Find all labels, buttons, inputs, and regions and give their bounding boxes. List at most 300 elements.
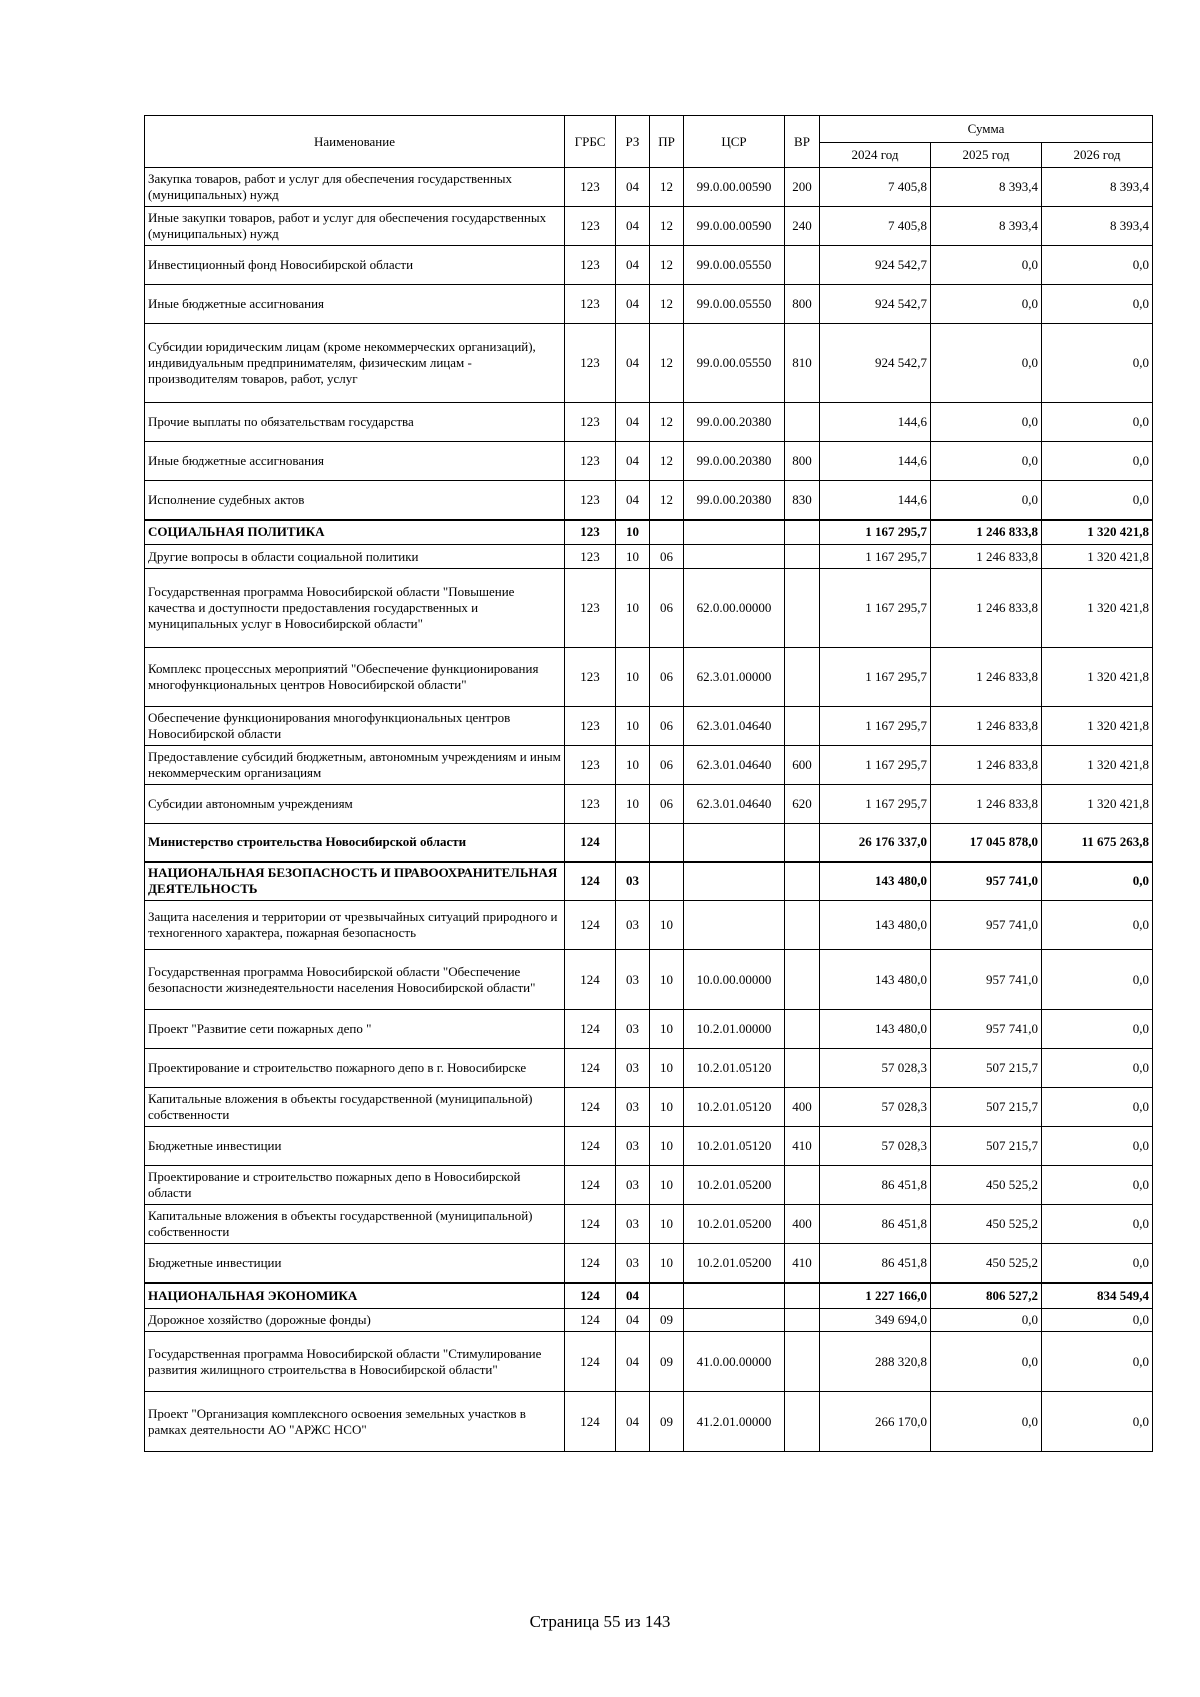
row-name: Иные бюджетные ассигнования — [145, 442, 565, 481]
row-vr: 830 — [785, 481, 820, 520]
row-name: Проектирование и строительство пожарных депо в Новосибирской области — [145, 1166, 565, 1205]
table-row — [145, 950, 1153, 1010]
row-2026: 8 393,4 — [1042, 207, 1153, 246]
row-name: Другие вопросы в области социальной политики — [145, 545, 565, 569]
row-2026: 1 320 421,8 — [1042, 785, 1153, 824]
row-csr — [684, 901, 785, 950]
row-grbs: 124 — [565, 1088, 616, 1127]
table-row — [145, 1049, 1153, 1088]
row-2025: 0,0 — [931, 481, 1042, 520]
row-pr: 06 — [650, 785, 684, 824]
row-rz: 03 — [616, 1166, 650, 1205]
row-grbs: 123 — [565, 403, 616, 442]
row-vr — [785, 520, 820, 545]
row-rz: 03 — [616, 1010, 650, 1049]
row-name: Проектирование и строительство пожарного депо в г. Новосибирске — [145, 1049, 565, 1088]
header-rz: РЗ — [616, 116, 650, 168]
row-csr — [684, 824, 785, 862]
row-rz: 04 — [616, 324, 650, 403]
row-2025: 1 246 833,8 — [931, 569, 1042, 648]
row-2025: 957 741,0 — [931, 950, 1042, 1010]
row-2025: 0,0 — [931, 442, 1042, 481]
row-2024: 288 320,8 — [820, 1332, 931, 1392]
row-2024: 86 451,8 — [820, 1244, 931, 1283]
row-csr: 62.0.00.00000 — [684, 569, 785, 648]
row-vr — [785, 1010, 820, 1049]
row-2024: 349 694,0 — [820, 1309, 931, 1332]
row-pr: 12 — [650, 285, 684, 324]
row-rz: 04 — [616, 285, 650, 324]
row-pr — [650, 862, 684, 901]
table-row — [145, 1127, 1153, 1166]
table-row — [145, 545, 1153, 569]
header-pr: ПР — [650, 116, 684, 168]
table-header — [145, 116, 1153, 168]
row-csr: 10.2.01.05120 — [684, 1127, 785, 1166]
row-vr: 200 — [785, 168, 820, 207]
row-2024: 924 542,7 — [820, 324, 931, 403]
row-grbs: 124 — [565, 1244, 616, 1283]
row-vr — [785, 1309, 820, 1332]
row-2024: 86 451,8 — [820, 1166, 931, 1205]
row-rz: 10 — [616, 545, 650, 569]
row-vr: 410 — [785, 1244, 820, 1283]
table-row — [145, 1166, 1153, 1205]
row-rz: 03 — [616, 901, 650, 950]
row-vr — [785, 1392, 820, 1452]
row-2025: 0,0 — [931, 1332, 1042, 1392]
budget-table — [144, 115, 1153, 1452]
header-sum: Сумма — [820, 116, 1153, 143]
row-rz: 04 — [616, 481, 650, 520]
row-2026: 8 393,4 — [1042, 168, 1153, 207]
header-2025: 2025 год — [931, 143, 1042, 168]
table-row — [145, 1332, 1153, 1392]
row-2026: 0,0 — [1042, 1049, 1153, 1088]
row-rz: 10 — [616, 785, 650, 824]
row-vr — [785, 1332, 820, 1392]
row-2026: 0,0 — [1042, 950, 1153, 1010]
row-2025: 957 741,0 — [931, 862, 1042, 901]
table-row — [145, 481, 1153, 520]
row-name: НАЦИОНАЛЬНАЯ ЭКОНОМИКА — [145, 1283, 565, 1309]
header-name: Наименование — [145, 116, 565, 168]
row-vr: 600 — [785, 746, 820, 785]
row-rz: 10 — [616, 707, 650, 746]
row-pr: 12 — [650, 442, 684, 481]
row-2026: 11 675 263,8 — [1042, 824, 1153, 862]
row-rz: 04 — [616, 403, 650, 442]
table-row — [145, 746, 1153, 785]
row-rz: 04 — [616, 1392, 650, 1452]
row-vr — [785, 707, 820, 746]
row-pr: 10 — [650, 1088, 684, 1127]
row-name: Бюджетные инвестиции — [145, 1244, 565, 1283]
row-name: Проект "Организация комплексного освоения земельных участков в рамках деятельности АО "АРЖС НСО" — [145, 1392, 565, 1452]
row-grbs: 124 — [565, 1283, 616, 1309]
row-grbs: 123 — [565, 324, 616, 403]
row-grbs: 124 — [565, 824, 616, 862]
row-pr: 06 — [650, 648, 684, 707]
header-2024: 2024 год — [820, 143, 931, 168]
row-name: Государственная программа Новосибирской области "Стимулирование развития жилищного строительства в Новосибирской области" — [145, 1332, 565, 1392]
row-rz: 03 — [616, 1088, 650, 1127]
row-grbs: 123 — [565, 481, 616, 520]
table-row — [145, 246, 1153, 285]
row-grbs: 124 — [565, 1010, 616, 1049]
row-grbs: 124 — [565, 1127, 616, 1166]
row-pr: 10 — [650, 1244, 684, 1283]
row-name: Проект "Развитие сети пожарных депо " — [145, 1010, 565, 1049]
row-vr — [785, 862, 820, 901]
row-rz: 03 — [616, 1127, 650, 1166]
row-2025: 1 246 833,8 — [931, 648, 1042, 707]
row-csr: 10.2.01.05200 — [684, 1244, 785, 1283]
table-row — [145, 1309, 1153, 1332]
row-rz: 04 — [616, 246, 650, 285]
row-2026: 0,0 — [1042, 1309, 1153, 1332]
row-vr — [785, 824, 820, 862]
table-row — [145, 1010, 1153, 1049]
row-rz: 03 — [616, 950, 650, 1010]
row-vr: 800 — [785, 285, 820, 324]
table-row — [145, 1244, 1153, 1283]
row-2025: 0,0 — [931, 324, 1042, 403]
row-2024: 1 167 295,7 — [820, 648, 931, 707]
row-vr — [785, 648, 820, 707]
row-grbs: 123 — [565, 285, 616, 324]
table-row — [145, 1088, 1153, 1127]
row-2026: 1 320 421,8 — [1042, 545, 1153, 569]
row-rz: 03 — [616, 1205, 650, 1244]
row-csr: 41.2.01.00000 — [684, 1392, 785, 1452]
row-2026: 0,0 — [1042, 1010, 1153, 1049]
row-rz — [616, 824, 650, 862]
header-vr: ВР — [785, 116, 820, 168]
row-pr: 10 — [650, 1010, 684, 1049]
row-2025: 507 215,7 — [931, 1088, 1042, 1127]
row-2025: 8 393,4 — [931, 168, 1042, 207]
row-grbs: 123 — [565, 785, 616, 824]
row-grbs: 124 — [565, 1309, 616, 1332]
row-2024: 143 480,0 — [820, 950, 931, 1010]
row-pr: 12 — [650, 481, 684, 520]
row-2026: 0,0 — [1042, 481, 1153, 520]
row-name: Дорожное хозяйство (дорожные фонды) — [145, 1309, 565, 1332]
row-name: Прочие выплаты по обязательствам государства — [145, 403, 565, 442]
row-grbs: 123 — [565, 168, 616, 207]
table-body — [145, 168, 1153, 1452]
row-grbs: 124 — [565, 862, 616, 901]
row-grbs: 124 — [565, 1392, 616, 1452]
row-2026: 0,0 — [1042, 1166, 1153, 1205]
table-row — [145, 648, 1153, 707]
row-2024: 143 480,0 — [820, 901, 931, 950]
table-row — [145, 901, 1153, 950]
row-csr — [684, 545, 785, 569]
row-vr: 240 — [785, 207, 820, 246]
table-row — [145, 403, 1153, 442]
row-name: Инвестиционный фонд Новосибирской области — [145, 246, 565, 285]
row-grbs: 123 — [565, 246, 616, 285]
row-grbs: 123 — [565, 545, 616, 569]
row-2026: 0,0 — [1042, 1392, 1153, 1452]
row-name: Обеспечение функционирования многофункциональных центров Новосибирской области — [145, 707, 565, 746]
header-grbs: ГРБС — [565, 116, 616, 168]
table-row — [145, 707, 1153, 746]
table-row — [145, 824, 1153, 862]
row-csr: 62.3.01.00000 — [684, 648, 785, 707]
row-pr: 10 — [650, 1127, 684, 1166]
table-row — [145, 862, 1153, 901]
row-2025: 0,0 — [931, 285, 1042, 324]
row-csr — [684, 520, 785, 545]
row-vr — [785, 403, 820, 442]
row-2024: 143 480,0 — [820, 862, 931, 901]
row-vr — [785, 545, 820, 569]
row-rz: 04 — [616, 1283, 650, 1309]
row-grbs: 124 — [565, 950, 616, 1010]
table-row — [145, 785, 1153, 824]
header-csr: ЦСР — [684, 116, 785, 168]
row-csr: 10.2.01.00000 — [684, 1010, 785, 1049]
row-name: Бюджетные инвестиции — [145, 1127, 565, 1166]
row-2024: 26 176 337,0 — [820, 824, 931, 862]
row-name: Исполнение судебных актов — [145, 481, 565, 520]
row-csr: 10.2.01.05200 — [684, 1205, 785, 1244]
row-pr: 10 — [650, 901, 684, 950]
row-csr: 10.2.01.05200 — [684, 1166, 785, 1205]
row-2025: 450 525,2 — [931, 1244, 1042, 1283]
row-pr: 12 — [650, 324, 684, 403]
row-csr — [684, 1309, 785, 1332]
row-csr: 10.2.01.05120 — [684, 1049, 785, 1088]
row-name: Субсидии юридическим лицам (кроме некоммерческих организаций), индивидуальным предпринимателям, физическим лицам - производителям товаров, работ, услуг — [145, 324, 565, 403]
row-csr: 62.3.01.04640 — [684, 707, 785, 746]
row-vr — [785, 950, 820, 1010]
row-csr: 99.0.00.20380 — [684, 403, 785, 442]
row-2024: 1 227 166,0 — [820, 1283, 931, 1309]
row-2024: 924 542,7 — [820, 285, 931, 324]
row-vr — [785, 569, 820, 648]
table-row — [145, 520, 1153, 545]
row-2026: 834 549,4 — [1042, 1283, 1153, 1309]
row-rz: 03 — [616, 1244, 650, 1283]
row-grbs: 123 — [565, 746, 616, 785]
row-2026: 1 320 421,8 — [1042, 707, 1153, 746]
row-pr: 06 — [650, 746, 684, 785]
row-rz: 03 — [616, 1049, 650, 1088]
row-2025: 1 246 833,8 — [931, 520, 1042, 545]
row-2025: 1 246 833,8 — [931, 746, 1042, 785]
table-row — [145, 285, 1153, 324]
row-grbs: 123 — [565, 442, 616, 481]
row-rz: 10 — [616, 520, 650, 545]
row-name: Капитальные вложения в объекты государственной (муниципальной) собственности — [145, 1088, 565, 1127]
row-name: Закупка товаров, работ и услуг для обеспечения государственных (муниципальных) нужд — [145, 168, 565, 207]
row-name: Субсидии автономным учреждениям — [145, 785, 565, 824]
row-2026: 1 320 421,8 — [1042, 569, 1153, 648]
row-pr: 09 — [650, 1332, 684, 1392]
table-row — [145, 1205, 1153, 1244]
row-pr: 06 — [650, 707, 684, 746]
row-csr: 99.0.00.20380 — [684, 442, 785, 481]
row-vr: 400 — [785, 1088, 820, 1127]
row-2026: 1 320 421,8 — [1042, 520, 1153, 545]
row-2025: 0,0 — [931, 1309, 1042, 1332]
row-csr: 99.0.00.05550 — [684, 324, 785, 403]
row-pr — [650, 824, 684, 862]
row-2025: 1 246 833,8 — [931, 785, 1042, 824]
row-2024: 1 167 295,7 — [820, 707, 931, 746]
row-name: СОЦИАЛЬНАЯ ПОЛИТИКА — [145, 520, 565, 545]
row-pr: 12 — [650, 168, 684, 207]
row-rz: 10 — [616, 746, 650, 785]
row-pr: 06 — [650, 545, 684, 569]
row-2026: 0,0 — [1042, 1332, 1153, 1392]
row-2025: 1 246 833,8 — [931, 707, 1042, 746]
row-csr — [684, 862, 785, 901]
row-rz: 04 — [616, 168, 650, 207]
row-csr: 41.0.00.00000 — [684, 1332, 785, 1392]
table-row — [145, 569, 1153, 648]
row-grbs: 124 — [565, 1166, 616, 1205]
row-pr — [650, 1283, 684, 1309]
row-2026: 1 320 421,8 — [1042, 648, 1153, 707]
row-name: Капитальные вложения в объекты государственной (муниципальной) собственности — [145, 1205, 565, 1244]
row-vr: 400 — [785, 1205, 820, 1244]
row-2026: 0,0 — [1042, 901, 1153, 950]
row-csr: 99.0.00.00590 — [684, 207, 785, 246]
row-2024: 57 028,3 — [820, 1127, 931, 1166]
row-2026: 0,0 — [1042, 1088, 1153, 1127]
row-2025: 507 215,7 — [931, 1127, 1042, 1166]
row-csr: 99.0.00.20380 — [684, 481, 785, 520]
row-pr: 10 — [650, 1049, 684, 1088]
row-2024: 924 542,7 — [820, 246, 931, 285]
row-2024: 57 028,3 — [820, 1049, 931, 1088]
row-2024: 143 480,0 — [820, 1010, 931, 1049]
row-csr: 99.0.00.00590 — [684, 168, 785, 207]
row-pr: 06 — [650, 569, 684, 648]
row-vr: 810 — [785, 324, 820, 403]
row-2026: 0,0 — [1042, 1205, 1153, 1244]
row-rz: 04 — [616, 1332, 650, 1392]
row-vr — [785, 901, 820, 950]
row-name: Государственная программа Новосибирской области "Повышение качества и доступности предоставления государственных и муниципальных услуг в Новосибирской области" — [145, 569, 565, 648]
row-csr: 62.3.01.04640 — [684, 785, 785, 824]
row-2024: 144,6 — [820, 442, 931, 481]
row-pr: 10 — [650, 1166, 684, 1205]
row-2025: 1 246 833,8 — [931, 545, 1042, 569]
row-csr: 62.3.01.04640 — [684, 746, 785, 785]
row-pr: 09 — [650, 1392, 684, 1452]
row-2024: 1 167 295,7 — [820, 569, 931, 648]
table-row — [145, 324, 1153, 403]
row-grbs: 123 — [565, 648, 616, 707]
row-vr: 620 — [785, 785, 820, 824]
row-grbs: 124 — [565, 901, 616, 950]
row-grbs: 123 — [565, 569, 616, 648]
row-2025: 450 525,2 — [931, 1166, 1042, 1205]
table-row — [145, 1392, 1153, 1452]
row-grbs: 124 — [565, 1205, 616, 1244]
row-csr: 10.2.01.05120 — [684, 1088, 785, 1127]
row-rz: 03 — [616, 862, 650, 901]
row-2024: 266 170,0 — [820, 1392, 931, 1452]
row-2026: 0,0 — [1042, 246, 1153, 285]
row-2024: 1 167 295,7 — [820, 520, 931, 545]
row-name: Иные бюджетные ассигнования — [145, 285, 565, 324]
row-2026: 0,0 — [1042, 862, 1153, 901]
row-rz: 04 — [616, 207, 650, 246]
row-csr: 10.0.00.00000 — [684, 950, 785, 1010]
row-grbs: 123 — [565, 707, 616, 746]
row-grbs: 123 — [565, 207, 616, 246]
row-csr: 99.0.00.05550 — [684, 246, 785, 285]
row-2025: 957 741,0 — [931, 1010, 1042, 1049]
table-row — [145, 207, 1153, 246]
row-2026: 0,0 — [1042, 324, 1153, 403]
row-pr: 10 — [650, 1205, 684, 1244]
row-2026: 0,0 — [1042, 1244, 1153, 1283]
row-rz: 10 — [616, 569, 650, 648]
row-csr: 99.0.00.05550 — [684, 285, 785, 324]
row-2025: 507 215,7 — [931, 1049, 1042, 1088]
row-2025: 17 045 878,0 — [931, 824, 1042, 862]
table-row — [145, 1283, 1153, 1309]
row-grbs: 124 — [565, 1049, 616, 1088]
row-2025: 806 527,2 — [931, 1283, 1042, 1309]
row-vr — [785, 1283, 820, 1309]
row-2024: 144,6 — [820, 403, 931, 442]
row-pr: 12 — [650, 246, 684, 285]
row-2025: 8 393,4 — [931, 207, 1042, 246]
row-csr — [684, 1283, 785, 1309]
row-2025: 957 741,0 — [931, 901, 1042, 950]
row-2025: 0,0 — [931, 403, 1042, 442]
header-2026: 2026 год — [1042, 143, 1153, 168]
row-vr: 410 — [785, 1127, 820, 1166]
row-2026: 0,0 — [1042, 442, 1153, 481]
row-vr — [785, 246, 820, 285]
row-pr: 10 — [650, 950, 684, 1010]
row-pr: 12 — [650, 207, 684, 246]
page-number: Страница 55 из 143 — [529, 1612, 671, 1631]
row-2026: 0,0 — [1042, 403, 1153, 442]
row-vr — [785, 1049, 820, 1088]
row-vr — [785, 1166, 820, 1205]
row-2024: 86 451,8 — [820, 1205, 931, 1244]
row-2026: 1 320 421,8 — [1042, 746, 1153, 785]
row-name: Предоставление субсидий бюджетным, автономным учреждениям и иным некоммерческим организациям — [145, 746, 565, 785]
row-2025: 450 525,2 — [931, 1205, 1042, 1244]
table-row — [145, 168, 1153, 207]
row-2024: 7 405,8 — [820, 168, 931, 207]
row-grbs: 123 — [565, 520, 616, 545]
row-2024: 57 028,3 — [820, 1088, 931, 1127]
row-2026: 0,0 — [1042, 1127, 1153, 1166]
row-2024: 7 405,8 — [820, 207, 931, 246]
row-rz: 10 — [616, 648, 650, 707]
table-row — [145, 442, 1153, 481]
row-2026: 0,0 — [1042, 285, 1153, 324]
row-grbs: 124 — [565, 1332, 616, 1392]
row-pr — [650, 520, 684, 545]
row-name: Министерство строительства Новосибирской области — [145, 824, 565, 862]
row-2024: 144,6 — [820, 481, 931, 520]
row-2024: 1 167 295,7 — [820, 785, 931, 824]
